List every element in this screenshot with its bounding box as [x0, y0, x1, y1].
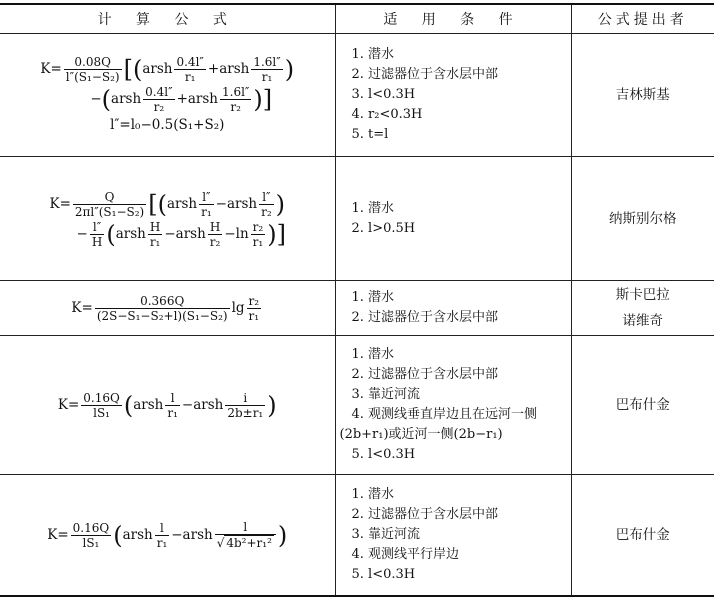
fraction: [247, 294, 262, 323]
numerator: 1.6l″: [222, 85, 250, 99]
denominator: r₁: [184, 70, 196, 84]
numerator: l″: [199, 190, 214, 205]
term: arsh: [122, 526, 153, 543]
denominator: r₁: [261, 70, 273, 84]
formula-cell: [0, 34, 335, 157]
proposer-name: 吉林斯基: [615, 87, 670, 103]
numerator: r₂: [252, 219, 264, 234]
condition-item: 2. 过滤器位于含水层中部: [351, 67, 499, 82]
denominator: H: [91, 234, 103, 249]
conditions-cell: [335, 281, 571, 336]
proposer-name: 斯卡巴拉: [615, 287, 670, 303]
term: −arsh: [164, 225, 206, 242]
proposer-cell: [571, 34, 714, 157]
formula-table: [0, 3, 714, 597]
denominator: r₂: [230, 100, 241, 114]
fraction: [71, 521, 112, 550]
formula-cell: [0, 157, 335, 281]
paren: ): [253, 85, 263, 114]
term: arsh: [133, 397, 164, 413]
paren: (: [106, 220, 116, 248]
formula-lhs: K=: [40, 61, 62, 77]
proposer-cell: [571, 475, 714, 596]
formula-lhs: K=: [57, 397, 80, 413]
paren: ): [275, 190, 285, 218]
term: −: [90, 91, 102, 107]
term: arsh: [111, 91, 142, 107]
denominator: r₁: [167, 406, 178, 420]
table-row: [0, 281, 714, 336]
fraction: [73, 190, 146, 219]
numerator: 1.6l″: [253, 55, 281, 69]
fraction: [90, 220, 104, 249]
formula-line: [0, 293, 335, 323]
numerator: l″: [90, 220, 104, 235]
proposer-cell: [571, 336, 714, 475]
numerator: l: [215, 520, 276, 535]
condition-item: 4. 观测线平行岸边: [351, 546, 460, 562]
numerator: l″: [259, 190, 274, 205]
condition-item: 5. l<0.3H: [351, 566, 416, 582]
denominator: r₁: [252, 234, 264, 249]
term: arsh: [166, 195, 198, 212]
denominator: [215, 535, 276, 550]
condition-item: 1. 潜水: [351, 200, 395, 216]
term: −ln: [224, 225, 249, 242]
denominator: r₁: [149, 234, 161, 249]
fraction: [199, 190, 214, 219]
proposer-cell: [571, 157, 714, 281]
table-row: [0, 34, 714, 157]
table-row: [0, 157, 714, 281]
denominator: (2S−S₁−S₂+l)(S₁−S₂): [96, 309, 228, 323]
formula-line: l″=l₀−0.5(S₁+S₂): [110, 117, 225, 133]
conditions-cell: [335, 157, 571, 281]
formula-line: [0, 84, 335, 114]
denominator: r₂: [153, 100, 165, 114]
numerator: l: [165, 391, 180, 406]
formula-line: [0, 390, 335, 420]
denominator: r₁: [156, 535, 168, 550]
proposer-name: 巴布什金: [615, 397, 670, 413]
paren: ): [284, 55, 295, 84]
condition-item: 5. t=l: [351, 127, 389, 142]
term: arsh: [115, 225, 146, 242]
fraction: [174, 55, 205, 84]
conditions-cell: [335, 34, 571, 157]
formula-lhs: K=: [71, 300, 93, 316]
fraction: [251, 55, 282, 84]
conditions-cell: [335, 475, 571, 596]
proposer-name: 巴布什金: [615, 526, 670, 543]
paren: ): [277, 521, 288, 549]
denominator: r₁: [201, 204, 212, 219]
term: +arsh: [207, 61, 250, 77]
bracket: [: [123, 55, 133, 84]
fraction: [259, 190, 274, 219]
table-row: [0, 475, 714, 596]
denominator: r₂: [261, 204, 272, 219]
paren: (: [101, 85, 112, 114]
condition-item: 4. r₂<0.3H: [351, 107, 423, 122]
numerator: i: [225, 391, 265, 406]
fraction: [155, 521, 170, 550]
denominator: r₁: [248, 309, 260, 323]
fraction: [215, 520, 276, 550]
condition-item: 3. l<0.3H: [351, 87, 416, 102]
term: −arsh: [181, 397, 224, 413]
paren: (: [132, 55, 143, 84]
proposer-cell: [571, 281, 714, 336]
condition-item: 3. 靠近河流: [351, 526, 421, 542]
condition-item: 1. 潜水: [351, 347, 395, 362]
formula-line: [0, 219, 335, 249]
term: −arsh: [171, 526, 213, 543]
numerator: 0.4l″: [145, 85, 173, 99]
formula-lhs: K=: [47, 526, 69, 543]
proposer-name: 纳斯别尔格: [609, 210, 677, 227]
denominator: l″(S₁−S₂): [65, 70, 120, 84]
condition-item: 2. 过滤器位于含水层中部: [351, 506, 499, 522]
paren: ): [267, 391, 277, 420]
fraction: [148, 220, 163, 249]
formula-cell: [0, 336, 335, 475]
numerator: Q: [73, 190, 146, 205]
formula-cell: [0, 281, 335, 336]
paren: ): [267, 220, 277, 248]
numerator: 0.16Q: [72, 520, 110, 535]
table-row: [0, 336, 714, 475]
numerator: 0.08Q: [64, 55, 122, 70]
bracket: [: [148, 190, 158, 218]
condition-item: 1. 潜水: [351, 486, 395, 502]
paren: (: [157, 190, 167, 218]
bracket: ]: [276, 220, 286, 248]
condition-item: (2b+r₁)或近河一侧(2b−r₁): [339, 427, 503, 442]
condition-item: 2. 过滤器位于含水层中部: [351, 367, 499, 382]
condition-item: 5. l<0.3H: [351, 447, 416, 462]
denominator: 2πl″(S₁−S₂): [74, 204, 145, 219]
denominator: r₂: [209, 234, 221, 249]
condition-item: 2. 过滤器位于含水层中部: [351, 310, 499, 325]
header-formula: 计 算 公 式: [0, 4, 335, 34]
proposer-name: 诺维奇: [622, 313, 663, 329]
numerator: H: [208, 220, 223, 235]
numerator: r₂: [248, 294, 260, 308]
term: lg: [231, 300, 245, 316]
denominator: lS₁: [93, 406, 110, 420]
denominator: 2b±r₁: [227, 406, 264, 420]
formula-cell: [0, 475, 335, 596]
formula-line: [0, 189, 335, 219]
condition-item: 4. 观测线垂直岸边且在远河一侧: [351, 407, 538, 422]
term: −: [76, 225, 88, 242]
fraction: [220, 85, 251, 114]
numerator: 0.366Q: [95, 294, 230, 309]
formula-lhs: K=: [49, 195, 71, 212]
paren: (: [113, 521, 123, 549]
condition-item: 3. 靠近河流: [351, 387, 421, 402]
conditions-cell: [335, 336, 571, 475]
fraction: [143, 85, 174, 114]
table-header-row: [0, 4, 714, 34]
fraction: [208, 220, 223, 249]
formula-line: [0, 520, 335, 551]
fraction: [95, 294, 230, 323]
radicand: 4b²+r₁²: [226, 536, 272, 550]
term: +arsh: [176, 91, 218, 107]
paren: (: [123, 391, 134, 420]
numerator: 0.16Q: [83, 391, 120, 405]
fraction: [225, 391, 265, 420]
fraction: [81, 391, 122, 420]
header-proposer: 公式提出者: [571, 4, 714, 34]
fraction: [165, 391, 180, 420]
condition-item: 1. 潜水: [351, 290, 395, 305]
header-conditions: 适 用 条 件: [335, 4, 571, 34]
numerator: 0.4l″: [176, 55, 204, 69]
term: arsh: [142, 61, 173, 77]
fraction: [64, 55, 122, 84]
sqrt-sign: √: [216, 536, 225, 550]
numerator: l: [155, 521, 170, 536]
condition-item: 1. 潜水: [351, 47, 395, 62]
fraction: [251, 220, 266, 249]
condition-item: 2. l>0.5H: [351, 220, 416, 236]
term: −arsh: [215, 195, 258, 212]
bracket: ]: [262, 85, 273, 114]
formula-line: [0, 54, 335, 84]
denominator: lS₁: [82, 535, 100, 550]
numerator: H: [148, 220, 163, 235]
